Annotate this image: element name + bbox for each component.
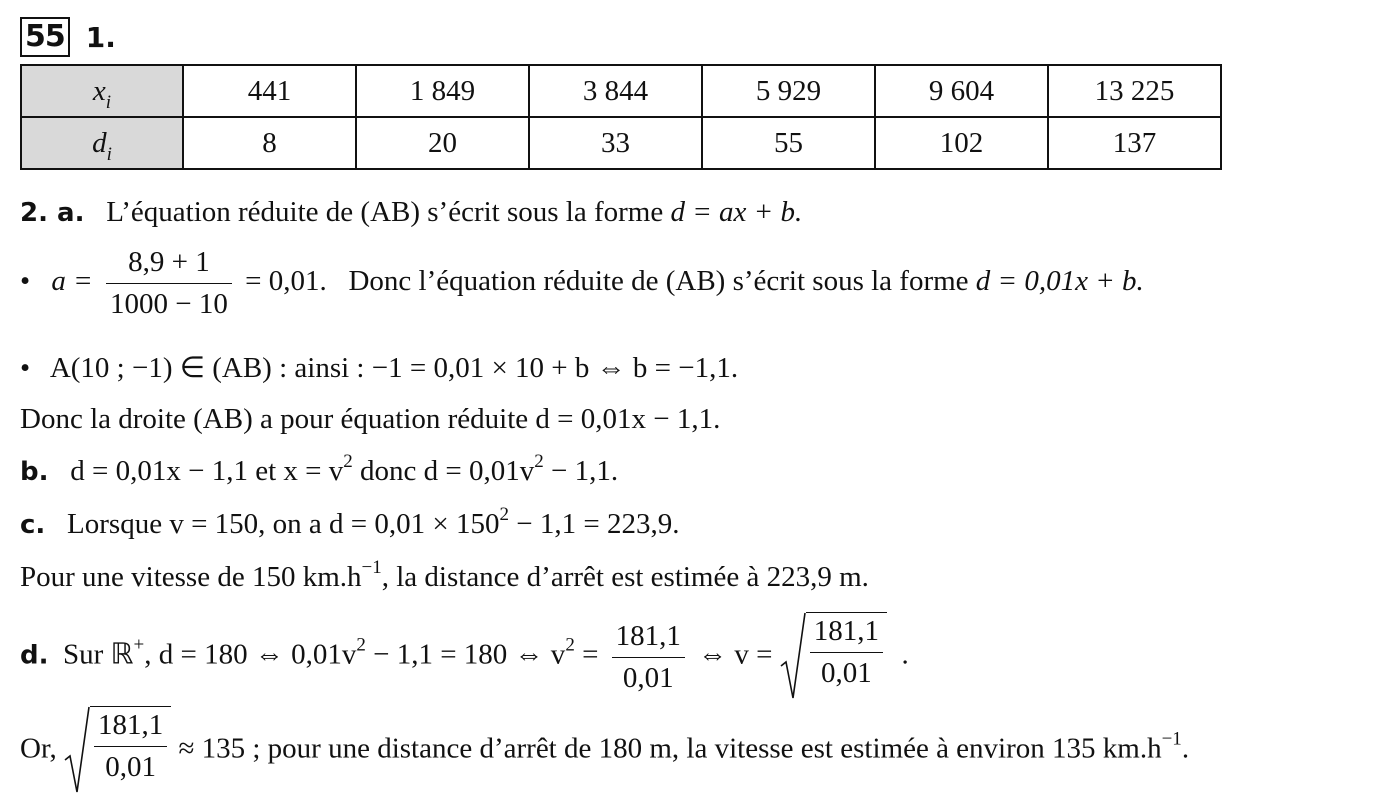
radicand <box>806 612 887 702</box>
table-cell: 5 929 <box>702 65 875 117</box>
a-rhs: = 0,01. <box>245 265 327 298</box>
line-point-A <box>20 350 738 385</box>
line-2a <box>20 196 802 229</box>
table-header-x: $x_i$ <box>21 65 183 117</box>
d-text-3: − 1,1 = 180 ⇔ v <box>365 638 566 671</box>
label-c: c. <box>20 510 46 540</box>
speed-text-1: Pour une vitesse de 150 km.h <box>20 561 362 593</box>
radical-sign-icon <box>64 706 90 796</box>
fraction-a <box>106 246 232 321</box>
fraction-sqrt-or <box>94 709 167 784</box>
b-text-3: − 1,1. <box>543 455 619 487</box>
line-or <box>20 706 1189 796</box>
line-c <box>20 504 680 541</box>
fraction-numerator: 181,1 <box>94 709 167 747</box>
line-a-computation <box>20 246 1144 321</box>
radicand <box>90 706 171 796</box>
line-d <box>20 612 909 702</box>
question-1-label: 1. <box>85 20 116 54</box>
c-text-2: − 1,1 = 223,9. <box>509 508 680 540</box>
table-cell: 55 <box>702 117 875 169</box>
d-text-4: = <box>574 638 599 671</box>
fraction-denominator: 0,01 <box>622 661 674 694</box>
c-sup: 2 <box>499 504 510 525</box>
d-end: . <box>901 638 909 671</box>
fraction-numerator: 8,9 + 1 <box>106 246 232 284</box>
fraction-denominator: 0,01 <box>105 751 156 783</box>
table-cell: 13 225 <box>1048 65 1221 117</box>
d-sup-2: 2 <box>356 634 366 656</box>
a-eq: d = 0,01x + b. <box>975 265 1144 298</box>
a-lhs: a = <box>51 265 93 298</box>
table-cell: 137 <box>1048 117 1221 169</box>
d-sup-3: 2 <box>565 634 575 656</box>
label-2a: 2. a. <box>20 198 85 228</box>
bullet: • <box>20 265 31 298</box>
c-text-1: Lorsque v = 150, on a d = 0,01 × 150 <box>67 508 500 540</box>
point-A-text: A(10 ; −1) ∈ (AB) : ainsi : −1 = 0,01 × 10 + b ⇔ b = −1,1. <box>49 352 739 384</box>
fraction-sqrt-d <box>810 615 883 690</box>
fraction-numerator: 181,1 <box>810 615 883 653</box>
droite-text: Donc la droite (AB) a pour équation réduite d = 0,01x − 1,1. <box>20 403 721 435</box>
d-sup-plus: + <box>133 634 145 656</box>
exercise-header <box>20 16 116 58</box>
label-d: d. <box>20 640 49 671</box>
speed-sup: −1 <box>361 557 382 578</box>
table-cell: 1 849 <box>356 65 529 117</box>
table-cell: 20 <box>356 117 529 169</box>
fraction-denominator: 1000 − 10 <box>109 288 228 320</box>
b-sup-1: 2 <box>343 451 353 472</box>
d-text-5: ⇔ v = <box>698 638 773 671</box>
fraction-denominator: 0,01 <box>821 657 872 689</box>
or-end: . <box>1181 732 1190 765</box>
label-b: b. <box>20 457 49 487</box>
speed-text-2: , la distance d’arrêt est estimée à 223,9 m. <box>381 561 869 593</box>
table-cell: 441 <box>183 65 356 117</box>
table-cell: 8 <box>183 117 356 169</box>
b-text-2: donc d = 0,01v <box>352 455 535 487</box>
sqrt-d <box>780 612 887 702</box>
table-cell: 3 844 <box>529 65 702 117</box>
values-table <box>20 64 1222 170</box>
table-row-x <box>21 65 1221 117</box>
line-droite <box>20 403 720 436</box>
eq-2a: d = ax + b. <box>670 196 803 228</box>
exercise-number: 55 <box>20 17 70 57</box>
fraction-numerator: 181,1 <box>612 620 685 658</box>
fraction-d <box>612 620 685 695</box>
or-label: Or, <box>20 732 57 765</box>
or-text-1: ≈ 135 ; pour une distance d’arrêt de 180 m, la vitesse est estimée à environ 135 km.h <box>178 732 1162 765</box>
radical-sign-icon <box>780 612 806 702</box>
table-cell: 102 <box>875 117 1048 169</box>
sqrt-or <box>64 706 171 796</box>
b-sup-2: 2 <box>534 451 544 472</box>
table-cell: 9 604 <box>875 65 1048 117</box>
b-text-1: d = 0,01x − 1,1 et x = v <box>70 455 344 487</box>
table-header-d: $d_i$ <box>21 117 183 169</box>
or-sup: −1 <box>1161 728 1182 750</box>
d-text-1: Sur ℝ <box>63 638 134 671</box>
line-speed <box>20 557 869 594</box>
line-b <box>20 451 619 488</box>
bullet: • <box>20 352 31 384</box>
table-cell: 33 <box>529 117 702 169</box>
text-2a: L’équation réduite de (AB) s’écrit sous la forme <box>106 196 664 228</box>
a-text: Donc l’équation réduite de (AB) s’écrit sous la forme <box>348 265 969 298</box>
table-row-d <box>21 117 1221 169</box>
d-text-2: , d = 180 ⇔ 0,01v <box>144 638 357 671</box>
